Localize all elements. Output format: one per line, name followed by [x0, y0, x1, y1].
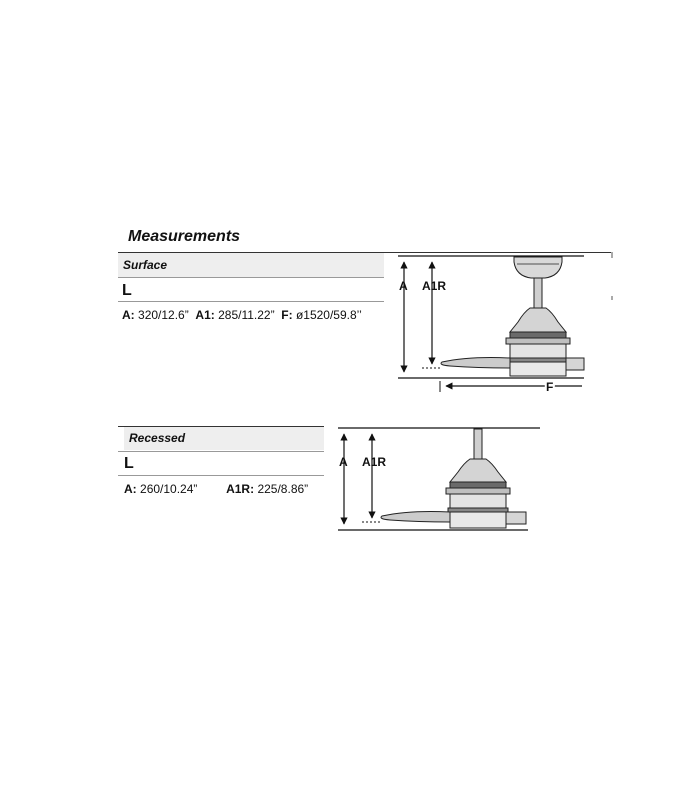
surface-blade-left: [441, 358, 510, 369]
surface-spec-a1-key: A1:: [195, 308, 215, 322]
surface-spec-f-value: ø1520/59.8’’: [295, 308, 362, 322]
recessed-spec-a-key: A:: [124, 482, 137, 496]
recessed-a-label: A: [339, 455, 348, 469]
recessed-motor-top: [450, 459, 506, 482]
recessed-downrod: [474, 429, 482, 459]
surface-motor-body: [510, 344, 566, 358]
surface-motor-band: [510, 332, 566, 338]
recessed-motor-body: [450, 494, 506, 508]
recessed-spec-a1r-value: 225/8.86”: [257, 482, 309, 496]
surface-a-label: A: [399, 279, 408, 293]
surface-blade-right: [566, 358, 584, 370]
recessed-model: L: [124, 455, 134, 472]
recessed-fan-diagram: [338, 428, 540, 530]
surface-spec-a-value: 320/12.6”: [138, 308, 189, 322]
surface-light-kit: [510, 362, 566, 376]
surface-a1r-label: A1R: [422, 279, 447, 293]
surface-f-label: F: [546, 380, 554, 394]
surface-model: L: [122, 282, 132, 299]
surface-fan-diagram: [398, 252, 612, 394]
surface-label: Surface: [123, 258, 168, 272]
recessed-a1r-label: A1R: [362, 455, 387, 469]
surface-motor-top: [510, 308, 566, 332]
recessed-spec-a1r-key: A1R:: [226, 482, 255, 496]
recessed-blade-left: [381, 512, 450, 523]
surface-spec-a-key: A:: [122, 308, 135, 322]
recessed-spec-a-value: 260/10.24”: [140, 482, 198, 496]
surface-canopy: [514, 257, 562, 278]
recessed-blade-right: [506, 512, 526, 524]
surface-spec-f-key: F:: [281, 308, 293, 322]
surface-spec-a1-value: 285/11.22”: [218, 308, 275, 322]
recessed-motor-band: [450, 482, 506, 488]
recessed-label: Recessed: [129, 431, 186, 445]
recessed-light-kit: [450, 512, 506, 528]
page-title: Measurements: [128, 228, 241, 245]
surface-downrod: [534, 278, 542, 308]
